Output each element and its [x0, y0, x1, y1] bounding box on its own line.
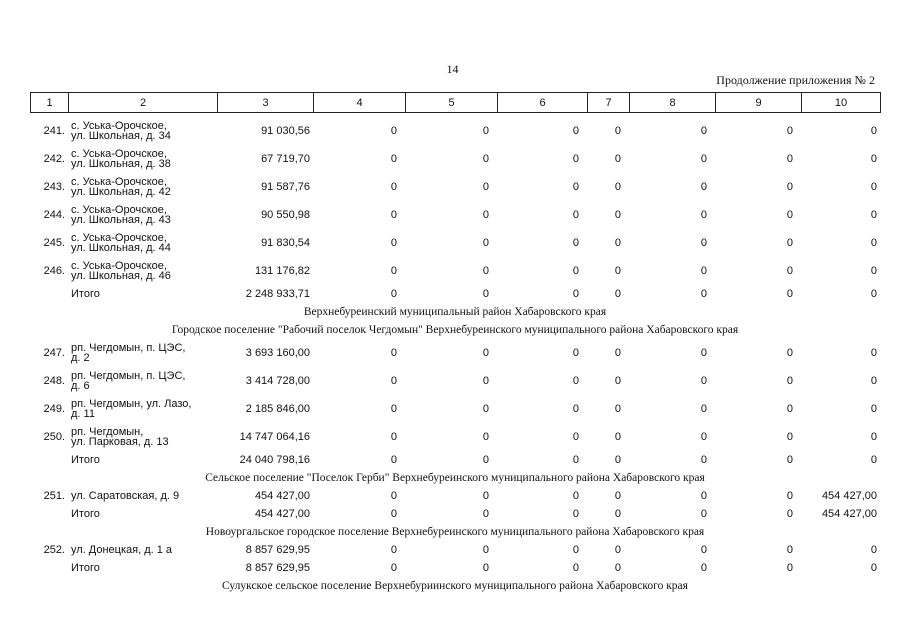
section-heading-row: [30, 321, 880, 339]
cell-col8: 0: [700, 403, 707, 415]
cell-col9: 0: [786, 153, 793, 165]
total-row: [30, 505, 880, 523]
cell-col3: 91 830,54: [261, 237, 310, 249]
table-row: [30, 229, 880, 257]
total-col6: 0: [572, 454, 579, 466]
total-col3: 24 040 798,16: [239, 454, 310, 466]
col-header-6: 6: [498, 93, 588, 113]
address-cell: ул. Саратовская, д. 9: [71, 490, 180, 502]
total-row: [30, 285, 880, 303]
cell-col7: 0: [614, 490, 621, 502]
cell-col3: 91 587,76: [261, 181, 310, 193]
table-row: [30, 201, 880, 229]
col-header-5: 5: [406, 93, 498, 113]
cell-col5: 0: [482, 125, 489, 137]
total-col10: 0: [870, 562, 877, 574]
cell-col6: 0: [572, 347, 579, 359]
table-row: [30, 423, 880, 451]
cell-col4: 0: [390, 237, 397, 249]
total-label: Итого: [71, 288, 100, 300]
column-header-row: [30, 92, 881, 113]
cell-col9: 0: [786, 490, 793, 502]
total-col8: 0: [700, 562, 707, 574]
total-col4: 0: [390, 454, 397, 466]
row-number: 249.: [43, 403, 65, 415]
data-table: [30, 117, 880, 595]
cell-col5: 0: [482, 431, 489, 443]
address-cell: рп. Чегдомын, п. ЦЭС, д. 2: [71, 342, 186, 364]
cell-col10: 0: [870, 237, 877, 249]
cell-col4: 0: [390, 347, 397, 359]
total-label: Итого: [71, 508, 100, 520]
table-row: [30, 257, 880, 285]
cell-col8: 0: [700, 181, 707, 193]
total-col7: 0: [614, 454, 621, 466]
address-cell: рп. Чегдомын, ул. Парковая, д. 13: [71, 426, 169, 448]
total-col7: 0: [614, 508, 621, 520]
cell-col10: 0: [870, 265, 877, 277]
address-cell: рп. Чегдомын, п. ЦЭС, д. 6: [71, 370, 186, 392]
cell-col9: 0: [786, 347, 793, 359]
cell-col7: 0: [614, 237, 621, 249]
row-number: 250.: [43, 431, 65, 443]
cell-col6: 0: [572, 209, 579, 221]
total-col9: 0: [786, 508, 793, 520]
address-cell: с. Уська-Орочское, ул. Школьная, д. 42: [71, 176, 171, 198]
section-heading-row: [30, 469, 880, 487]
cell-col5: 0: [482, 544, 489, 556]
cell-col8: 0: [700, 209, 707, 221]
cell-col7: 0: [614, 265, 621, 277]
cell-col3: 67 719,70: [261, 153, 310, 165]
table-row: [30, 173, 880, 201]
row-number: 241.: [43, 125, 65, 137]
cell-col5: 0: [482, 403, 489, 415]
cell-col9: 0: [786, 125, 793, 137]
section-heading: Верхнебуреинский муниципальный район Хабаровского края: [303, 306, 607, 318]
cell-col10: 0: [870, 153, 877, 165]
total-col4: 0: [390, 508, 397, 520]
cell-col5: 0: [482, 181, 489, 193]
cell-col5: 0: [482, 347, 489, 359]
cell-col3: 3 414 728,00: [245, 375, 310, 387]
address-cell: с. Уська-Орочское, ул. Школьная, д. 38: [71, 148, 171, 170]
cell-col6: 0: [572, 153, 579, 165]
cell-col6: 0: [572, 237, 579, 249]
cell-col5: 0: [482, 209, 489, 221]
cell-col4: 0: [390, 431, 397, 443]
cell-col9: 0: [786, 431, 793, 443]
table-row: [30, 145, 880, 173]
total-col8: 0: [700, 454, 707, 466]
col-header-1: 1: [31, 93, 69, 113]
cell-col6: 0: [572, 375, 579, 387]
cell-col9: 0: [786, 209, 793, 221]
address-cell: с. Уська-Орочское, ул. Школьная, д. 46: [71, 260, 171, 282]
cell-col7: 0: [614, 125, 621, 137]
address-cell: с. Уська-Орочское, ул. Школьная, д. 34: [71, 120, 171, 142]
cell-col4: 0: [390, 403, 397, 415]
total-col7: 0: [614, 288, 621, 300]
cell-col8: 0: [700, 375, 707, 387]
cell-col8: 0: [700, 347, 707, 359]
cell-col5: 0: [482, 153, 489, 165]
col-header-8: 8: [630, 93, 716, 113]
total-label: Итого: [71, 562, 100, 574]
col-header-2: 2: [69, 93, 218, 113]
cell-col6: 0: [572, 265, 579, 277]
total-col10: 454 427,00: [821, 508, 877, 520]
cell-col9: 0: [786, 265, 793, 277]
cell-col9: 0: [786, 181, 793, 193]
row-number: 252.: [43, 544, 65, 556]
total-col9: 0: [786, 288, 793, 300]
cell-col9: 0: [786, 237, 793, 249]
cell-col10: 454 427,00: [821, 490, 877, 502]
cell-col4: 0: [390, 375, 397, 387]
cell-col3: 2 185 846,00: [245, 403, 310, 415]
table-row: [30, 541, 880, 559]
cell-col4: 0: [390, 153, 397, 165]
cell-col3: 131 176,82: [254, 265, 310, 277]
total-row: [30, 559, 880, 577]
cell-col10: 0: [870, 544, 877, 556]
section-heading: Сулукское сельское поселение Верхнебуриинского муниципального района Хабаровского края: [222, 580, 688, 592]
col-header-3: 3: [218, 93, 314, 113]
total-col5: 0: [482, 288, 489, 300]
cell-col7: 0: [614, 544, 621, 556]
total-col7: 0: [614, 562, 621, 574]
cell-col10: 0: [870, 431, 877, 443]
cell-col9: 0: [786, 403, 793, 415]
cell-col6: 0: [572, 490, 579, 502]
cell-col3: 454 427,00: [254, 490, 310, 502]
total-col9: 0: [786, 562, 793, 574]
col-header-7: 7: [588, 93, 630, 113]
total-col10: 0: [870, 288, 877, 300]
table-row: [30, 367, 880, 395]
cell-col6: 0: [572, 403, 579, 415]
cell-col6: 0: [572, 544, 579, 556]
cell-col3: 14 747 064,16: [239, 431, 310, 443]
cell-col7: 0: [614, 153, 621, 165]
total-col5: 0: [482, 454, 489, 466]
cell-col7: 0: [614, 347, 621, 359]
total-col4: 0: [390, 562, 397, 574]
cell-col7: 0: [614, 209, 621, 221]
total-col6: 0: [572, 508, 579, 520]
cell-col8: 0: [700, 125, 707, 137]
cell-col8: 0: [700, 153, 707, 165]
total-col9: 0: [786, 454, 793, 466]
address-cell: рп. Чегдомын, ул. Лазо, д. 11: [71, 398, 192, 420]
total-row: [30, 451, 880, 469]
cell-col4: 0: [390, 181, 397, 193]
row-number: 251.: [43, 490, 65, 502]
cell-col4: 0: [390, 490, 397, 502]
address-cell: с. Уська-Орочское, ул. Школьная, д. 43: [71, 204, 171, 226]
total-col3: 8 857 629,95: [245, 562, 310, 574]
cell-col6: 0: [572, 125, 579, 137]
total-col8: 0: [700, 508, 707, 520]
cell-col3: 91 030,56: [261, 125, 310, 137]
cell-col9: 0: [786, 544, 793, 556]
section-heading: Сельское поселение "Поселок Герби" Верхнебуреинского муниципального района Хабаровского края: [205, 472, 705, 484]
cell-col3: 8 857 629,95: [245, 544, 310, 556]
section-heading: Новоургальское городское поселение Верхнебуреинского муниципального района Хабаровского края: [205, 526, 705, 538]
cell-col5: 0: [482, 490, 489, 502]
cell-col7: 0: [614, 181, 621, 193]
row-number: 245.: [43, 237, 65, 249]
total-col6: 0: [572, 288, 579, 300]
cell-col5: 0: [482, 237, 489, 249]
cell-col10: 0: [870, 181, 877, 193]
cell-col4: 0: [390, 209, 397, 221]
cell-col8: 0: [700, 544, 707, 556]
cell-col8: 0: [700, 265, 707, 277]
address-cell: ул. Донецкая, д. 1 а: [71, 544, 173, 556]
cell-col8: 0: [700, 237, 707, 249]
total-col8: 0: [700, 288, 707, 300]
cell-col8: 0: [700, 490, 707, 502]
cell-col10: 0: [870, 403, 877, 415]
table-row: [30, 339, 880, 367]
row-number: 246.: [43, 265, 65, 277]
total-col3: 2 248 933,71: [245, 288, 310, 300]
cell-col10: 0: [870, 375, 877, 387]
table-row: [30, 487, 880, 505]
total-col5: 0: [482, 562, 489, 574]
cell-col10: 0: [870, 347, 877, 359]
total-col3: 454 427,00: [254, 508, 310, 520]
cell-col4: 0: [390, 265, 397, 277]
cell-col3: 3 693 160,00: [245, 347, 310, 359]
cell-col8: 0: [700, 431, 707, 443]
col-header-10: 10: [802, 93, 881, 113]
section-heading-row: [30, 523, 880, 541]
section-heading: Городское поселение "Рабочий поселок Чегдомын" Верхнебуреинского муниципального района Хабаровского края: [171, 324, 739, 336]
total-label: Итого: [71, 454, 100, 466]
total-col10: 0: [870, 454, 877, 466]
address-cell: с. Уська-Орочское, ул. Школьная, д. 44: [71, 232, 171, 254]
total-col5: 0: [482, 508, 489, 520]
cell-col6: 0: [572, 181, 579, 193]
continuation-label: Продолжение приложения № 2: [716, 73, 875, 87]
cell-col7: 0: [614, 375, 621, 387]
total-col6: 0: [572, 562, 579, 574]
cell-col7: 0: [614, 403, 621, 415]
section-heading-row: [30, 577, 880, 595]
cell-col9: 0: [786, 375, 793, 387]
cell-col5: 0: [482, 375, 489, 387]
table-row: [30, 117, 880, 145]
cell-col6: 0: [572, 431, 579, 443]
col-header-9: 9: [716, 93, 802, 113]
table-row: [30, 395, 880, 423]
total-col4: 0: [390, 288, 397, 300]
row-number: 243.: [43, 181, 65, 193]
col-header-4: 4: [314, 93, 406, 113]
row-number: 242.: [43, 153, 65, 165]
cell-col5: 0: [482, 265, 489, 277]
cell-col3: 90 550,98: [261, 209, 310, 221]
cell-col10: 0: [870, 125, 877, 137]
cell-col4: 0: [390, 125, 397, 137]
page-number: 14: [446, 62, 459, 76]
cell-col4: 0: [390, 544, 397, 556]
cell-col10: 0: [870, 209, 877, 221]
row-number: 244.: [43, 209, 65, 221]
row-number: 247.: [43, 347, 65, 359]
section-heading-row: [30, 303, 880, 321]
cell-col7: 0: [614, 431, 621, 443]
row-number: 248.: [43, 375, 65, 387]
